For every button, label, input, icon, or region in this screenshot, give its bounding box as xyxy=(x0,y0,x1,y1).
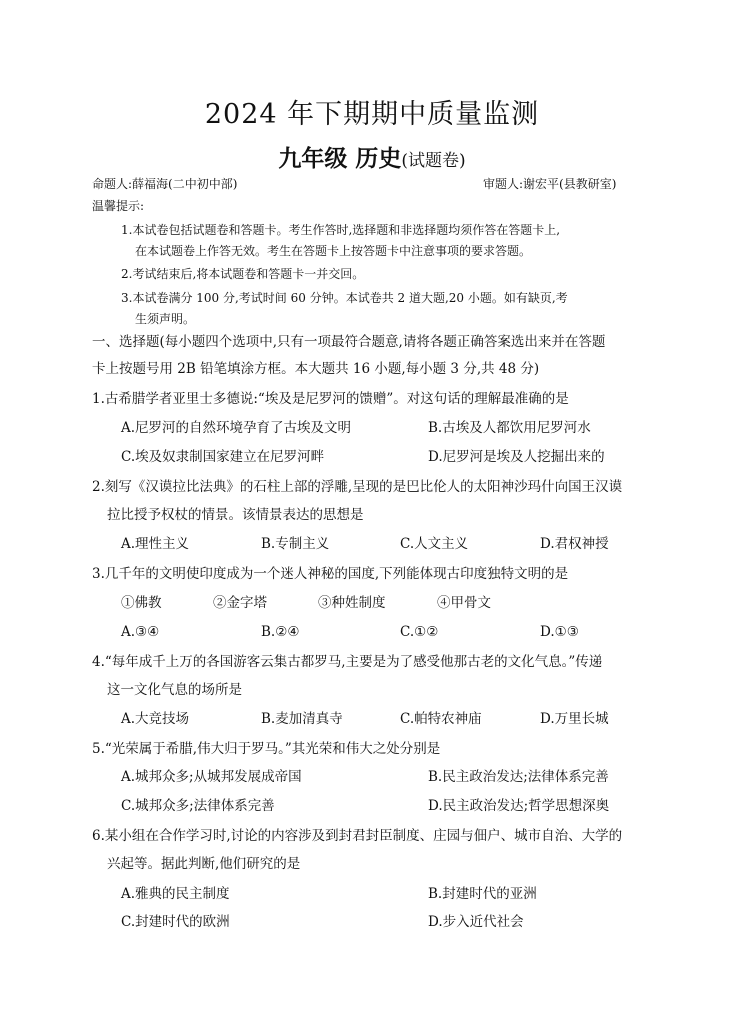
option-d: D.①③ xyxy=(540,624,579,640)
question-stem-cont: 这一文化气息的场所是 xyxy=(107,682,242,698)
question-stem-cont: 兴起等。据此判断,他们研究的是 xyxy=(107,856,301,872)
section-heading-cont: 卡上按题号用 2B 铅笔填涂方框。本大题共 16 小题,每小题 3 分,共 48 分) xyxy=(92,361,540,377)
option-d: D.君权神授 xyxy=(540,536,609,552)
option-b: B.麦加清真寺 xyxy=(261,711,343,727)
option-c: C.①② xyxy=(400,624,439,640)
option-a: A.雅典的民主制度 xyxy=(121,886,230,902)
numbered-item: ②金字塔 xyxy=(213,595,267,611)
option-c: C.封建时代的欧洲 xyxy=(121,914,230,930)
tip-line: 1.本试卷包括试题卷和答题卡。考生作答时,选择题和非选择题均须作答在答题卡上, xyxy=(121,223,561,237)
author-line: 命题人:薛福海(二中初中部) xyxy=(92,177,238,191)
exam-title: 2024 年下期期中质量监测 xyxy=(204,99,540,130)
question-stem: 5.“光荣属于希腊,伟大归于罗马。”其光荣和伟大之处分别是 xyxy=(92,741,441,757)
option-a: A.尼罗河的自然环境孕育了古埃及文明 xyxy=(121,420,352,436)
option-c: C.人文主义 xyxy=(400,536,469,552)
section-heading: 一、选择题(每小题四个选项中,只有一项最符合题意,请将各题正确答案选出来并在答题 xyxy=(92,334,606,350)
option-d: D.万里长城 xyxy=(540,711,609,727)
option-d: D.步入近代社会 xyxy=(428,914,524,930)
option-a: A.大竞技场 xyxy=(121,711,190,727)
question-stem-cont: 拉比授予权杖的情景。该情景表达的思想是 xyxy=(107,507,364,523)
subject-label: 九年级 历史 xyxy=(278,145,402,172)
numbered-item: ①佛教 xyxy=(121,595,162,611)
tip-line: 生须声明。 xyxy=(135,312,196,326)
reviewer-line: 审题人:谢宏平(县教研室) xyxy=(483,177,617,191)
option-b: B.②④ xyxy=(261,624,300,640)
question-stem: 4.“每年成千上万的各国游客云集古都罗马,主要是为了感受他那古老的文化气息。”传递 xyxy=(92,654,603,670)
option-a: A.理性主义 xyxy=(121,536,190,552)
tip-line: 在本试题卷上作答无效。考生在答题卡上按答题卡中注意事项的要求答题。 xyxy=(135,244,532,258)
numbered-item: ③种姓制度 xyxy=(318,595,386,611)
option-c: C.城邦众多;法律体系完善 xyxy=(121,798,275,814)
question-stem: 2.刻写《汉谟拉比法典》的石柱上部的浮雕,呈现的是巴比伦人的太阳神沙玛什向国王汉谟 xyxy=(92,479,623,495)
option-d: D.尼罗河是埃及人挖掘出来的 xyxy=(428,449,605,465)
option-b: B.专制主义 xyxy=(261,536,330,552)
option-a: A.城邦众多;从城邦发展成帝国 xyxy=(121,769,302,785)
option-a: A.③④ xyxy=(121,624,160,640)
question-stem: 6.某小组在合作学习时,讨论的内容涉及到封君封臣制度、庄园与佃户、城市自治、大学的 xyxy=(92,828,623,844)
option-b: B.民主政治发达;法律体系完善 xyxy=(428,769,609,785)
exam-subtitle xyxy=(0,140,744,173)
option-c: C.帕特农神庙 xyxy=(400,711,482,727)
option-b: B.古埃及人都饮用尼罗河水 xyxy=(428,420,591,436)
tip-line: 2.考试结束后,将本试题卷和答题卡一并交回。 xyxy=(121,267,365,281)
paper-type-label: (试题卷) xyxy=(401,151,466,171)
tips-heading: 温馨提示: xyxy=(92,199,145,213)
question-stem: 3.几千年的文明使印度成为一个迷人神秘的国度,下列能体现古印度独特文明的是 xyxy=(92,566,569,582)
option-d: D.民主政治发达;哲学思想深奥 xyxy=(428,798,610,814)
option-b: B.封建时代的亚洲 xyxy=(428,886,537,902)
numbered-item: ④甲骨文 xyxy=(437,595,491,611)
tip-line: 3.本试卷满分 100 分,考试时间 60 分钟。本试卷共 2 道大题,20 小题。如有缺页,考 xyxy=(121,291,568,305)
option-c: C.埃及奴隶制国家建立在尼罗河畔 xyxy=(121,449,325,465)
question-stem: 1.古希腊学者亚里士多德说:“埃及是尼罗河的馈赠”。对这句话的理解最准确的是 xyxy=(92,391,569,407)
